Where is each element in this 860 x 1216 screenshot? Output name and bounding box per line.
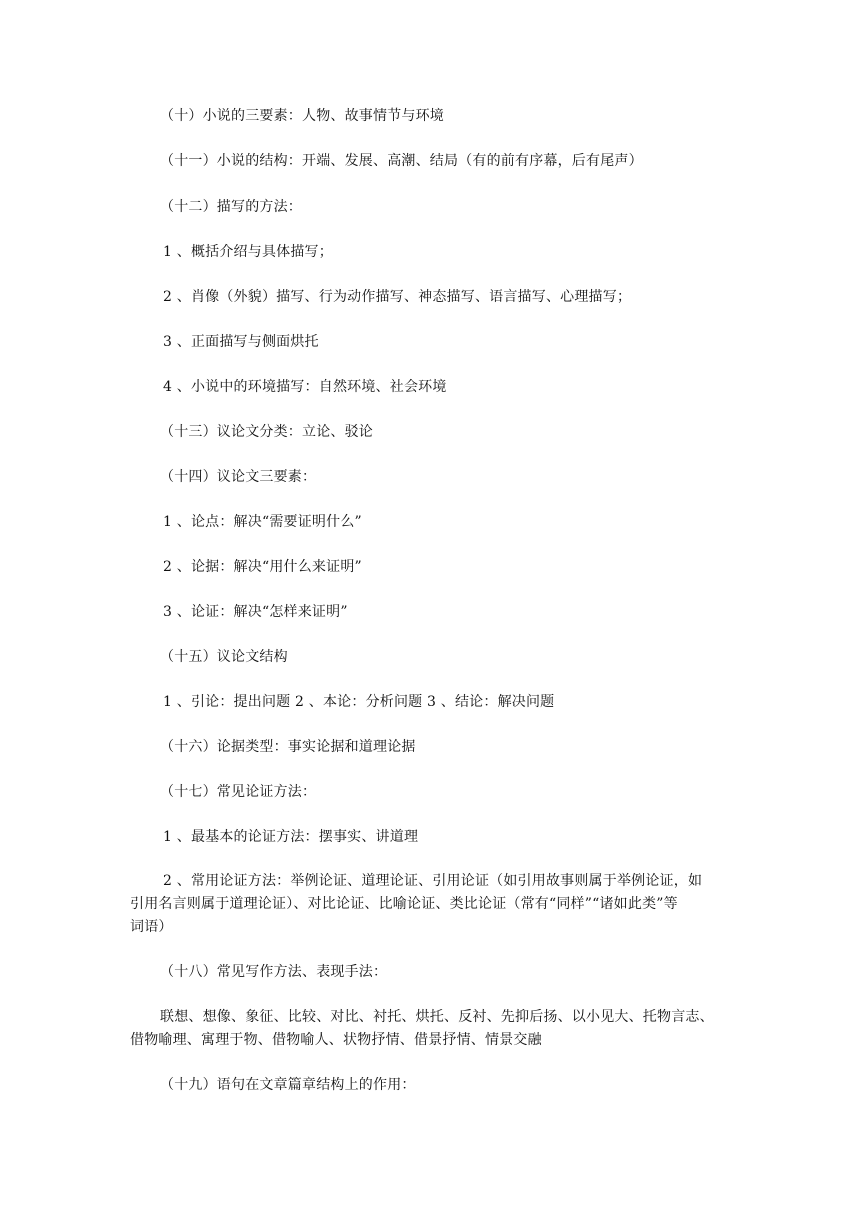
paragraph-line: 词语） <box>130 919 173 935</box>
paragraph-line: 引用名言则属于道理论证）、对比论证、比喻论证、类比论证（常有“同样”“诸如此类”等 <box>130 896 678 912</box>
heading-17-argument-methods: （十七）常见论证方法： <box>160 784 317 800</box>
list-item-description-2: 2 、肖像（外貌）描写、行为动作描写、神态描写、语言描写、心理描写； <box>163 289 632 305</box>
list-item-argument-element-1: 1 、论点：解决“需要证明什么” <box>163 514 362 530</box>
list-item-argument-method-1: 1 、最基本的论证方法：摆事实、讲道理 <box>163 829 419 845</box>
heading-15-argument-structure: （十五）议论文结构 <box>160 649 288 665</box>
heading-11-novel-structure: （十一）小说的结构：开端、发展、高潮、结局（有的前有序幕，后有尾声） <box>160 153 643 169</box>
heading-13-argument-types: （十三）议论文分类：立论、驳论 <box>160 424 373 440</box>
list-item-argument-element-3: 3 、论证：解决“怎样来证明” <box>163 604 348 620</box>
heading-10-novel-elements: （十）小说的三要素：人物、故事情节与环境 <box>160 108 444 124</box>
paragraph-line: 联想、想像、象征、比较、对比、衬托、烘托、反衬、先抑后扬、以小见大、托物言志、 <box>160 1009 714 1025</box>
heading-14-argument-elements: （十四）议论文三要素： <box>160 469 317 485</box>
heading-16-evidence-types: （十六）论据类型：事实论据和道理论据 <box>160 739 416 755</box>
paragraph-line: 2 、常用论证方法：举例论证、道理论证、引用论证（如引用故事则属于举例论证，如 <box>163 873 703 889</box>
heading-12-description-methods: （十二）描写的方法： <box>160 199 302 215</box>
list-item-description-4: 4 、小说中的环境描写：自然环境、社会环境 <box>163 379 447 395</box>
paragraph-line: 借物喻理、寓理于物、借物喻人、状物抒情、借景抒情、情景交融 <box>130 1032 542 1048</box>
list-item-description-1: 1 、概括介绍与具体描写； <box>163 244 333 260</box>
heading-18-writing-techniques: （十八）常见写作方法、表现手法： <box>160 964 388 980</box>
heading-19-sentence-function: （十九）语句在文章篇章结构上的作用： <box>160 1077 416 1093</box>
list-item-argument-element-2: 2 、论据：解决“用什么来证明” <box>163 559 362 575</box>
list-item-argument-structure: 1 、引论：提出问题 2 、本论：分析问题 3 、结论：解决问题 <box>163 694 555 710</box>
list-item-description-3: 3 、正面描写与侧面烘托 <box>163 334 319 350</box>
